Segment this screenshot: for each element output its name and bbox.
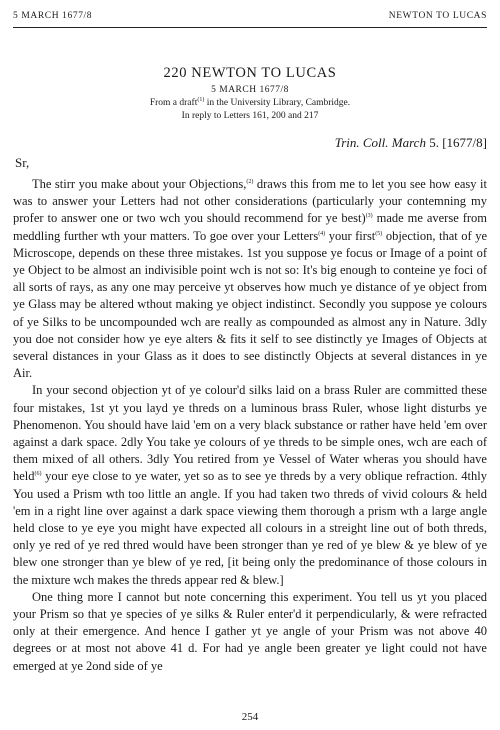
dateline-place: Trin. Coll.	[334, 135, 389, 150]
paragraph	[13, 589, 487, 675]
footnote-ref: (1)	[197, 96, 205, 103]
footnote-ref: (2)	[246, 178, 254, 185]
paragraph	[13, 382, 487, 588]
footnote-ref: (3)	[365, 213, 373, 220]
paragraph-text: objection, that of ye Microscope, depends on these three mistakes. 1st you suppose ye focus or Image of a point of ye Object to be almost an indivisible point wch is not so: It's big enough to conteine ye foci of all sorts of rays, as any one may perceive yt observes how much ye distance of ye object from ye Glass may be altered wthout making ye object indistinct. Secondly you suppose ye colours of ye Silks to be uncompounded wch are really as compounded as almost any in Nature. 3dly you doe not consider how ye eye alters & fits it self to see distinctly ye Images of Objects at several distances in your Glass as it does to see distinctly Objects at several distances in ye Air.	[13, 228, 487, 381]
paragraph-text: In your second objection yt of ye colour'd silks laid on a brass Ruler are committed these four mistakes, 1st yt you layd ye threds on a luminous brass Ruler, whose light disturbs ye Phenomenon. You should have laid 'em on a very black substance or rather have held 'em over against a dark space. 2dly You take ye colours of ye threds to be simple ones, wch are each of them mixed of all others. 3dly You retired from ye Vessel of Water wheras you should have held	[13, 383, 487, 484]
running-head	[13, 11, 487, 21]
source-line-text: From a draft	[149, 98, 198, 108]
salutation: Sr,	[15, 155, 30, 170]
reply-line: In reply to Letters 161, 200 and 217	[181, 110, 319, 121]
paragraph	[13, 176, 487, 382]
letter-date: 5 MARCH 1677/8	[211, 85, 289, 95]
dateline	[335, 135, 487, 151]
footnote-ref: (6)	[34, 471, 42, 478]
paragraph-text: made me averse from meddling further wth your matters. To goe over your Letters	[13, 211, 487, 243]
paragraph-text: draws this from me to let you see how easy it was to answer your Letters had not other considerations (particularly your contemning my profer to answer one or two wch you should recommend for ye best)	[13, 177, 487, 226]
letter-heading	[0, 64, 500, 122]
header-rule	[13, 27, 487, 28]
footnote-ref: (5)	[375, 230, 383, 237]
footnote-ref: (4)	[318, 230, 326, 237]
running-head-date: 5 MARCH 1677/8	[13, 11, 93, 21]
page-number: 254	[241, 711, 259, 723]
paragraph-text: One thing more I cannot but note concerning this experiment. You tell us yt you placed your Prism so that ye species of ye silks & Ruler enter'd it perpendicularly, & were refracted only at their emergence. And hence I gather yt ye angle of your Prism was not above 40 degrees or at most not above 41 d. For had ye angle been greater ye light could not have emerged at ye 2ond side of ye	[13, 589, 487, 673]
source-line-text-cont: in the University Library, Cambridge.	[204, 98, 351, 108]
dateline-month: March	[391, 135, 426, 150]
source-line	[0, 97, 500, 110]
paragraph-text: your eye close to ye water, yet so as to see ye threds by a very oblique refraction. 4thly You used a Prism wth too little an angle. If you had taken two threds of vivid colours & held 'em in a right line over against a dark space viewing them thorough a prism wth a large angle held close to ye eye you might have expected all colours in a streight line out of both threds, only ye red of ye red thred would have been stronger than ye red of ye blew & ye blew of ye blew one stronger than ye blew of ye red, [it being only the predominance of those colours in the mixture wch makes the threds appear red & blew.]	[13, 469, 487, 587]
letter-title: 220 NEWTON TO LUCAS	[163, 65, 337, 81]
dateline-day-year: 5. [1677/8]	[425, 135, 487, 150]
letter-body	[13, 176, 487, 675]
paragraph-text: The stirr you make about your Objections,	[32, 177, 247, 191]
running-head-title: NEWTON TO LUCAS	[388, 11, 487, 21]
paragraph-text: your first	[325, 228, 376, 243]
